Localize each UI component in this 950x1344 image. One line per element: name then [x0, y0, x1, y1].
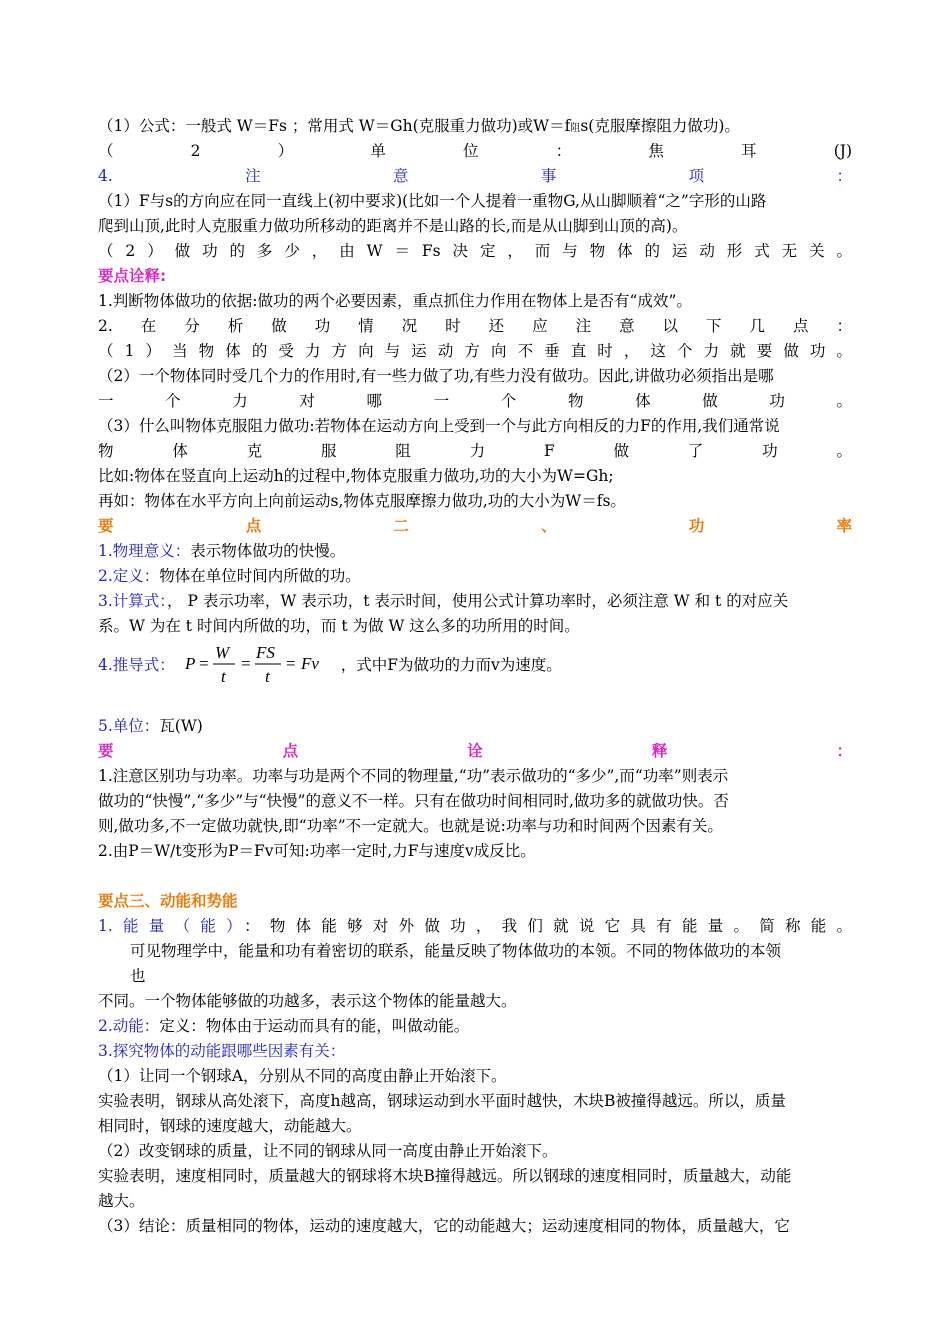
text-line: （2）单位：焦耳(J) — [98, 142, 852, 160]
formula-P: P — [184, 654, 196, 673]
key-point-heading: 要点诠释: — [98, 267, 167, 285]
formula-eq: = — [240, 654, 251, 673]
text-line: （2）改变钢球的质量，让不同的钢球从同一高度由静止开始滚下。 — [98, 1142, 558, 1160]
text-line: （2）做功的多少，由W＝Fs决定，而与物体的运动形式无关。 — [98, 242, 852, 260]
text-line: 也 — [130, 967, 146, 985]
subsection-heading: 3.探究物体的动能跟哪些因素有关： — [98, 1042, 346, 1060]
text-line: （3）结论：质量相同的物体，运动的速度越大，它的动能越大；运动速度相同的物体，质量越大，它 — [98, 1217, 790, 1235]
text-line: 2.动能：定义：物体由于运动而具有的能，叫做动能。 — [98, 1017, 470, 1035]
text-line: 2.由P＝W/t变形为P＝Fv可知:功率一定时,力F与速度v成反比。 — [98, 842, 536, 860]
text-line: 比如:物体在竖直向上运动h的过程中,物体克服重力做功,功的大小为W=Gh; — [98, 467, 614, 485]
text-line: （3）什么叫物体克服阻力做功:若物体在运动方向上受到一个与此方向相反的力F的作用,我们通常说 — [98, 417, 780, 435]
text-line: 物体克服阻力F做了功。 — [98, 442, 852, 460]
text-line: 1.能量（能）：物体能够对外做功，我们就说它具有能量。简称能。 — [98, 917, 852, 935]
text-line: 相同时，钢球的速度越大，动能越大。 — [98, 1117, 362, 1135]
text-line: （2）一个物体同时受几个力的作用时,有一些力做了功,有些力没有做功。因此,讲做功必须指出是哪 — [98, 367, 774, 385]
formula-W: W — [214, 643, 229, 662]
document-page — [98, 114, 852, 1239]
text-line: 5.单位：瓦(W) — [98, 717, 203, 735]
text-line: 不同。一个物体能够做的功越多，表示这个物体的能量越大。 — [98, 992, 517, 1010]
section-heading: 要点二、功率 — [98, 517, 852, 535]
text-line: （1）让同一个钢球A，分别从不同的高度由静止开始滚下。 — [98, 1067, 507, 1085]
text-line: 一个力对哪一个物体做功。 — [98, 392, 852, 410]
formula-FS: FS — [255, 643, 275, 662]
section-heading: 要点三、动能和势能 — [98, 892, 238, 910]
formula-note: ，式中F为做功的力而v为速度。 — [340, 656, 562, 674]
power-formula-line — [98, 639, 852, 689]
text-line: 越大。 — [98, 1192, 145, 1210]
text-line: 则,做功多,不一定做功就快,即“功率”不一定就大。也就是说:功率与功和时间两个因素有关。 — [98, 817, 723, 835]
text-line: 再如：物体在水平方向上向前运动s,物体克服摩擦力做功,功的大小为W＝fs。 — [98, 492, 626, 510]
text-line: 做功的“快慢”,“多少”与“快慢”的意义不一样。只有在做功时间相同时,做功多的就做功快。否 — [98, 792, 729, 810]
text-line: 1.注意区别功与功率。功率与功是两个不同的物理量,“功”表示做功的“多少”,而“功率”则表示 — [98, 767, 729, 785]
text-line: 1.判断物体做功的依据:做功的两个必要因素，重点抓住力作用在物体上是否有“成效”。 — [98, 292, 692, 310]
text-line: 3.计算式：， P 表示功率，W 表示功，t 表示时间，使用公式计算功率时，必须注意 W 和 t 的对应关 — [98, 592, 789, 610]
text-line: 2.定义：物体在单位时间内所做的功。 — [98, 567, 361, 585]
text-line: 1.物理意义：表示物体做功的快慢。 — [98, 542, 346, 560]
text-line: 可见物理学中，能量和功有着密切的联系，能量反映了物体做功的本领。不同的物体做功的本领 — [130, 942, 782, 960]
formula-t: t — [220, 667, 226, 686]
formula-Fv: Fv — [300, 654, 319, 673]
formula-eq: = — [285, 654, 296, 673]
text-line: 系。W 为在 t 时间内所做的功，而 t 为做 W 这么多的功所用的时间。 — [98, 617, 580, 635]
text-line: （1）F与s的方向应在同一直线上(初中要求)(比如一个人提着一重物G,从山脚顺着“之”字形的山路 — [98, 192, 767, 210]
key-point-heading: 要点诠释： — [98, 742, 852, 760]
power-formula — [183, 639, 333, 689]
text-line: （1）公式：一般式 W＝Fs ；常用式 W＝Gh(克服重力做功)或W＝f阻s(克服摩擦阻力做功)。 — [98, 117, 740, 135]
formula-label: 4.推导式： — [98, 656, 175, 674]
text-line: 爬到山顶,此时人克服重力做功所移动的距离并不是山路的长,而是从山脚到山顶的高)。 — [98, 217, 688, 235]
formula-eq: = — [198, 654, 209, 673]
text-line: 实验表明，速度相同时，质量越大的钢球将木块B撞得越远。所以钢球的速度相同时，质量越大，动能 — [98, 1167, 792, 1185]
text-line: 实验表明，钢球从高处滚下，高度h越高，钢球运动到水平面时越快，木块B被撞得越远。所以，质量 — [98, 1092, 786, 1110]
text-line: （1）当物体的受力方向与运动方向不垂直时，这个力就要做功。 — [98, 342, 852, 360]
text-line: 2.在分析做功情况时还应注意以下几点： — [98, 317, 852, 335]
section-heading: 4.注意事项： — [98, 167, 852, 185]
formula-t: t — [264, 667, 270, 686]
